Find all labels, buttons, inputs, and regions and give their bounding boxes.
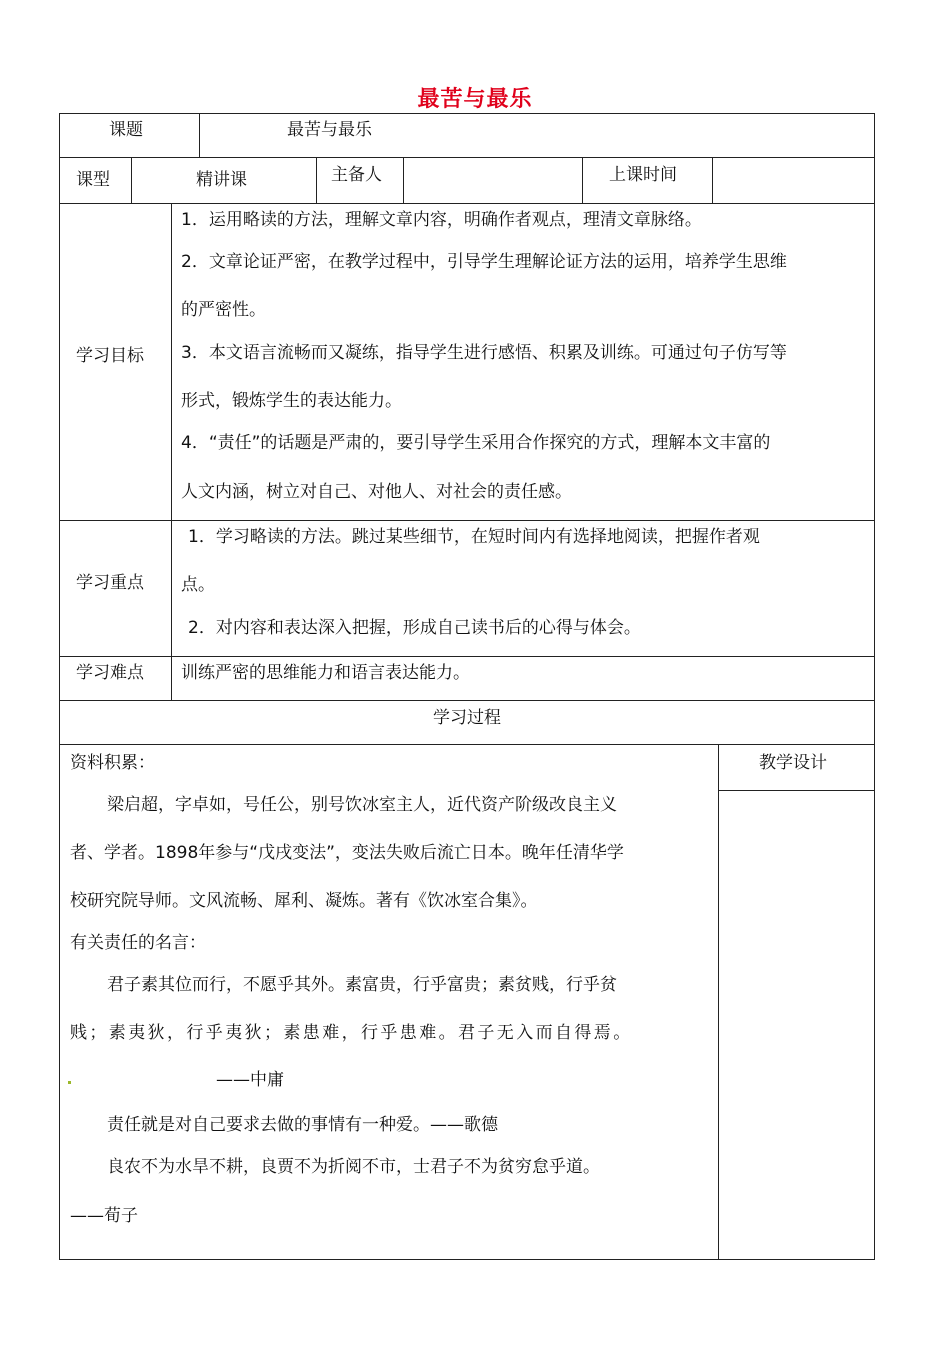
objective-line: 3．本文语言流畅而又凝练，指导学生进行感悟、积累及训练。可通过句子仿写等: [181, 343, 787, 363]
lesson-type-label: 课型: [76, 170, 110, 190]
row-divider: [59, 656, 875, 657]
col-divider: [718, 744, 719, 1260]
col-divider: [712, 157, 713, 204]
table-top-border: [59, 113, 875, 114]
key-point-line: 点。: [181, 575, 215, 595]
objective-line: 1．运用略读的方法，理解文章内容，明确作者观点，理清文章脉络。: [181, 210, 702, 230]
row-divider: [59, 520, 875, 521]
topic-value: 最苦与最乐: [287, 120, 372, 140]
process-heading: 学习过程: [433, 708, 501, 728]
row-divider: [59, 157, 875, 158]
document-title: 最苦与最乐: [417, 87, 533, 112]
col-divider: [582, 157, 583, 204]
process-line: 校研究院导师。文风流畅、犀利、凝炼。著有《饮冰室合集》。: [70, 891, 538, 911]
preparer-label: 主备人: [331, 165, 382, 185]
difficulties-label: 学习难点: [76, 663, 144, 683]
topic-label: 课题: [109, 120, 143, 140]
stray-mark: [68, 1081, 71, 1084]
difficulties-value: 训练严密的思维能力和语言表达能力。: [181, 663, 470, 683]
col-divider: [131, 157, 132, 204]
process-line: ——中庸: [216, 1070, 284, 1090]
process-line: ——荀子: [70, 1206, 138, 1226]
process-line: 贱；素夷狄，行乎夷狄；素患难，行乎患难。君子无入而自得焉。: [70, 1023, 633, 1043]
objective-line: 的严密性。: [181, 300, 266, 320]
process-line: 梁启超，字卓如，号任公，别号饮冰室主人，近代资产阶级改良主义: [107, 795, 617, 815]
teaching-design-label: 教学设计: [759, 753, 827, 773]
col-divider: [199, 113, 200, 158]
objective-line: 人文内涵，树立对自己、对他人、对社会的责任感。: [181, 482, 572, 502]
design-header-divider: [718, 790, 875, 791]
row-divider: [59, 700, 875, 701]
process-line: 君子素其位而行，不愿乎其外。素富贵，行乎富贵；素贫贱，行乎贫: [107, 975, 617, 995]
col-divider: [403, 157, 404, 204]
objectives-label: 学习目标: [76, 346, 144, 366]
key-point-line: 2．对内容和表达深入把握，形成自己读书后的心得与体会。: [188, 618, 641, 638]
table-left-border: [59, 113, 60, 1260]
objective-line: 4．“责任”的话题是严肃的，要引导学生采用合作探究的方式，理解本文丰富的: [181, 433, 771, 453]
process-line: 良农不为水旱不耕，良贾不为折阅不市，士君子不为贫穷怠乎道。: [107, 1157, 600, 1177]
process-line: 资料积累：: [70, 753, 155, 773]
process-line: 有关责任的名言：: [70, 933, 206, 953]
row-divider: [59, 203, 875, 204]
table-bottom-border: [59, 1259, 875, 1260]
table-right-border: [874, 113, 875, 1260]
key-point-line: 1．学习略读的方法。跳过某些细节，在短时间内有选择地阅读，把握作者观: [188, 527, 760, 547]
objective-line: 2．文章论证严密，在教学过程中，引导学生理解论证方法的运用，培养学生思维: [181, 252, 787, 272]
row-divider: [59, 744, 875, 745]
lesson-type-value: 精讲课: [196, 170, 247, 190]
class-time-label: 上课时间: [609, 165, 677, 185]
key-points-label: 学习重点: [76, 573, 144, 593]
col-divider: [171, 203, 172, 701]
objective-line: 形式，锻炼学生的表达能力。: [181, 391, 402, 411]
process-line: 者、学者。1898年参与“戊戌变法”，变法失败后流亡日本。晚年任清华学: [70, 843, 624, 863]
col-divider: [316, 157, 317, 204]
process-line: 责任就是对自己要求去做的事情有一种爱。——歌德: [107, 1115, 498, 1135]
